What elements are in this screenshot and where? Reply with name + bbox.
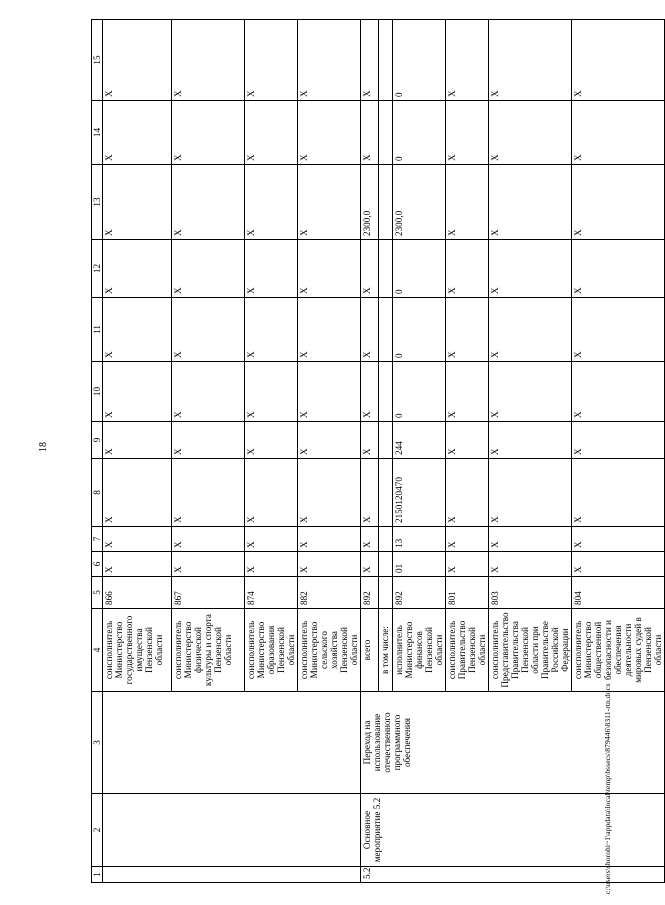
cell-c6: X xyxy=(572,552,665,577)
cell-c5: 892 xyxy=(361,577,379,609)
header-cell: 11 xyxy=(92,298,103,362)
cell-c15: X xyxy=(298,20,361,101)
header-cell: 2 xyxy=(92,794,103,867)
cell-c5: 874 xyxy=(245,577,298,609)
cell-c13: X xyxy=(298,165,361,240)
cell-c9: X xyxy=(361,422,379,459)
header-cell: 12 xyxy=(92,240,103,298)
table-body xyxy=(92,20,665,883)
cell-c3: Переход на использование отечественного программного обеспечения xyxy=(361,692,665,794)
cell-c4: соисполнитель Министерство общественной безопасности и обеспечения деятельности мировых судей в Пензенской области xyxy=(572,609,665,692)
cell-c7: X xyxy=(298,527,361,552)
cell-c4: всего xyxy=(361,609,379,692)
cell-c9: X xyxy=(298,422,361,459)
cell-c9: X xyxy=(245,422,298,459)
cell-c10: X xyxy=(572,362,665,422)
cell-c9 xyxy=(379,422,393,459)
cell-c11 xyxy=(379,298,393,362)
cell-c6: X xyxy=(446,552,489,577)
cell-c6: X xyxy=(489,552,572,577)
header-cell: 1 xyxy=(92,867,103,883)
cell-c4: соисполнитель Министерство физической культуры и спорта Пензенской области xyxy=(172,609,245,692)
cell-c15: X xyxy=(103,20,172,101)
cell-c11: X xyxy=(298,298,361,362)
header-cell: 6 xyxy=(92,552,103,577)
cell-c6: X xyxy=(361,552,379,577)
cell-c9: X xyxy=(489,422,572,459)
cell-c15: X xyxy=(446,20,489,101)
cell-c7: X xyxy=(245,527,298,552)
cell-c7: X xyxy=(572,527,665,552)
header-cell: 3 xyxy=(92,692,103,794)
cell-c12: 0 xyxy=(393,240,446,298)
cell-c15 xyxy=(379,20,393,101)
cell-c6: 01 xyxy=(393,552,446,577)
cell-c8: X xyxy=(245,459,298,527)
cell-c6: X xyxy=(103,552,172,577)
cell-c2: Основное мероприятие 5.2 xyxy=(361,794,665,867)
cell-c12: X xyxy=(446,240,489,298)
cell-c5: 866 xyxy=(103,577,172,609)
cell-c7 xyxy=(379,527,393,552)
cell-c13: 2300,0 xyxy=(393,165,446,240)
header-cell: 9 xyxy=(92,422,103,459)
cell-c12: X xyxy=(172,240,245,298)
cell-c14: X xyxy=(298,101,361,165)
cell-c9: X xyxy=(103,422,172,459)
cell-c5: 892 xyxy=(393,577,446,609)
cell-c15: X xyxy=(361,20,379,101)
cell-c6: X xyxy=(245,552,298,577)
cell-c8: X xyxy=(298,459,361,527)
cell-c4: соисполнитель Представительство Правительства Пензенской области при Правительстве Российской Федерации xyxy=(489,609,572,692)
cell-c13 xyxy=(379,165,393,240)
cell-c4: соисполнитель Правительство Пензенской области xyxy=(446,609,489,692)
cell-c14: X xyxy=(572,101,665,165)
header-cell: 15 xyxy=(92,20,103,101)
cell-c7: X xyxy=(489,527,572,552)
header-cell: 10 xyxy=(92,362,103,422)
cell-c12: X xyxy=(361,240,379,298)
cell-c13: X xyxy=(103,165,172,240)
cell-c7: X xyxy=(361,527,379,552)
cell-c9: 244 xyxy=(393,422,446,459)
cell-c7: X xyxy=(446,527,489,552)
cell-c10: 0 xyxy=(393,362,446,422)
cell-c14: X xyxy=(172,101,245,165)
cell-c5: 804 xyxy=(572,577,665,609)
cell-c10: X xyxy=(245,362,298,422)
cell-c10 xyxy=(379,362,393,422)
cell-c12 xyxy=(379,240,393,298)
cell-c5 xyxy=(379,577,393,609)
cell-c11: X xyxy=(172,298,245,362)
cell-c4: в том числе: xyxy=(379,609,393,692)
cell-c4: исполнитель Министерство финансов Пензенской области xyxy=(393,609,446,692)
cell-c15: 0 xyxy=(393,20,446,101)
cell-c11: 0 xyxy=(393,298,446,362)
cell-c13: X xyxy=(572,165,665,240)
cell-c10: X xyxy=(172,362,245,422)
cell-c13: X xyxy=(172,165,245,240)
cell-c14: X xyxy=(245,101,298,165)
cell-c8 xyxy=(379,459,393,527)
budget-table xyxy=(91,19,665,883)
cell-c2 xyxy=(103,794,361,867)
cell-c12: X xyxy=(245,240,298,298)
cell-c10: X xyxy=(103,362,172,422)
cell-c5: 867 xyxy=(172,577,245,609)
cell-c12: X xyxy=(489,240,572,298)
cell-c12: X xyxy=(298,240,361,298)
cell-c4: соисполнитель Министерство сельского хозяйства Пензенской области xyxy=(298,609,361,692)
cell-c10: X xyxy=(446,362,489,422)
cell-c4: соисполнитель Министерство государственного имущества Пензенской области xyxy=(103,609,172,692)
cell-c5: 803 xyxy=(489,577,572,609)
cell-c1 xyxy=(103,867,361,883)
cell-c14: X xyxy=(361,101,379,165)
cell-c5: 882 xyxy=(298,577,361,609)
cell-c8: X xyxy=(446,459,489,527)
cell-c8: X xyxy=(103,459,172,527)
cell-c10: X xyxy=(489,362,572,422)
cell-c10: X xyxy=(298,362,361,422)
cell-c11: X xyxy=(572,298,665,362)
cell-c11: X xyxy=(103,298,172,362)
table-row xyxy=(361,20,379,883)
cell-c7: X xyxy=(172,527,245,552)
cell-c10: X xyxy=(361,362,379,422)
cell-c11: X xyxy=(446,298,489,362)
cell-c14: X xyxy=(489,101,572,165)
cell-c15: X xyxy=(245,20,298,101)
header-cell: 5 xyxy=(92,577,103,609)
cell-c6: X xyxy=(298,552,361,577)
header-cell: 13 xyxy=(92,165,103,240)
cell-c11: X xyxy=(361,298,379,362)
cell-c13: 2300,0 xyxy=(361,165,379,240)
cell-c13: X xyxy=(245,165,298,240)
page-number: 18 xyxy=(38,442,49,452)
cell-c13: X xyxy=(489,165,572,240)
cell-c6: X xyxy=(172,552,245,577)
cell-c13: X xyxy=(446,165,489,240)
cell-c14: X xyxy=(446,101,489,165)
cell-c15: X xyxy=(572,20,665,101)
cell-c11: X xyxy=(489,298,572,362)
cell-c15: X xyxy=(489,20,572,101)
cell-c8: X xyxy=(172,459,245,527)
cell-c7: X xyxy=(103,527,172,552)
cell-c12: X xyxy=(572,240,665,298)
header-cell: 7 xyxy=(92,527,103,552)
cell-c9: X xyxy=(446,422,489,459)
cell-c14: 0 xyxy=(393,101,446,165)
cell-c4: соисполнитель Министерство образования Пензенской области xyxy=(245,609,298,692)
cell-c3 xyxy=(103,692,361,794)
cell-c8: X xyxy=(489,459,572,527)
cell-c14 xyxy=(379,101,393,165)
cell-c6 xyxy=(379,552,393,577)
table-row xyxy=(103,20,172,883)
cell-c12: X xyxy=(103,240,172,298)
cell-c8: X xyxy=(361,459,379,527)
cell-c1: 5.2 xyxy=(361,867,665,883)
cell-c15: X xyxy=(172,20,245,101)
header-cell: 8 xyxy=(92,459,103,527)
header-cell: 14 xyxy=(92,101,103,165)
footer-file-path: c:\users\shorohi~1\appdata\local\temp\bssecs\879446\8311-rtn.docx xyxy=(603,683,612,894)
cell-c11: X xyxy=(245,298,298,362)
cell-c9: X xyxy=(172,422,245,459)
cell-c5: 801 xyxy=(446,577,489,609)
cell-c8: X xyxy=(572,459,665,527)
cell-c9: X xyxy=(572,422,665,459)
header-row xyxy=(92,20,103,883)
cell-c7: 13 xyxy=(393,527,446,552)
cell-c8: 2150120470 xyxy=(393,459,446,527)
header-cell: 4 xyxy=(92,609,103,692)
cell-c14: X xyxy=(103,101,172,165)
